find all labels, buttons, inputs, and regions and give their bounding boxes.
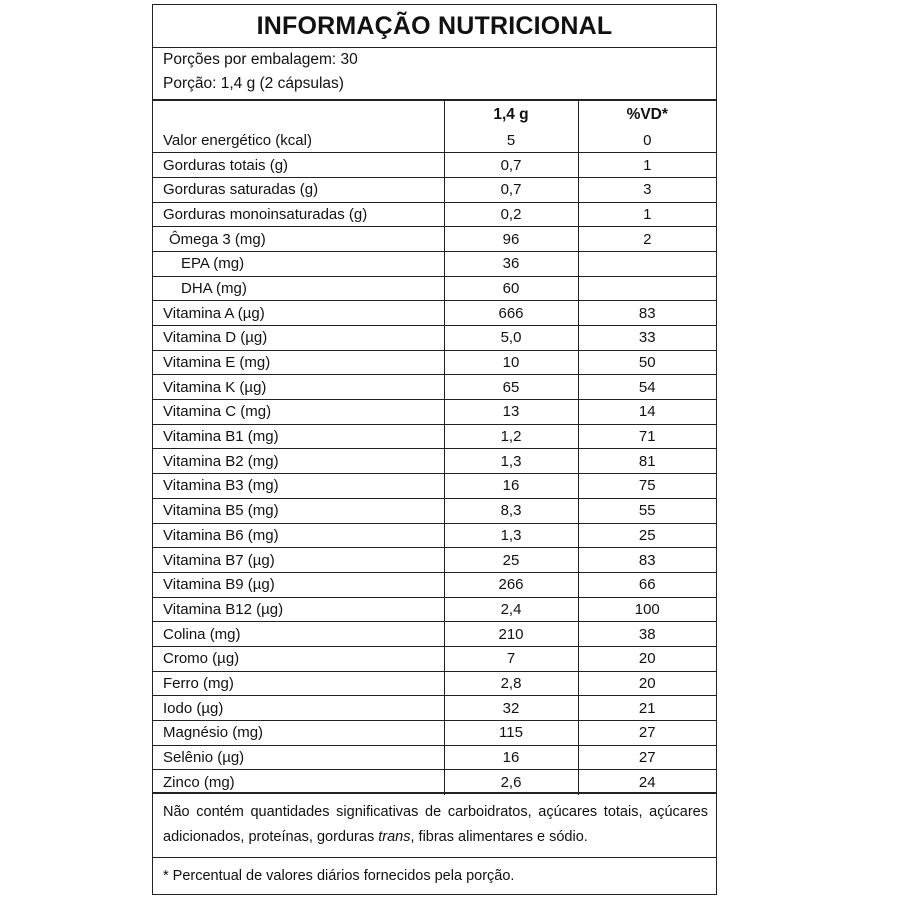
header-nutrient [153,101,444,128]
table-row [153,375,716,400]
table-row [153,770,716,795]
divider [153,792,716,794]
nutrient-amount: 210 [444,622,578,647]
table-row [153,622,716,647]
footnote: * Percentual de valores diários fornecidos pela porção. [163,868,515,884]
table-row [153,350,716,375]
table-row [153,128,716,153]
nutrient-name: Valor energético (kcal) [163,131,312,149]
nutrient-name: DHA (mg) [153,276,444,301]
nutrient-daily-value: 1 [578,153,716,178]
table-row [153,671,716,696]
label-title: INFORMAÇÃO NUTRICIONAL [153,5,716,48]
nutrient-daily-value: 1 [578,202,716,227]
table-row [153,696,716,721]
nutrient-amount: 2,4 [444,597,578,622]
nutrient-name: Vitamina E (mg) [153,350,444,375]
nutrient-amount: 36 [444,251,578,276]
nutrient-amount: 65 [444,375,578,400]
nutrient-amount: 0,7 [444,177,578,202]
nutrient-daily-value: 81 [578,449,716,474]
nutrient-amount: 60 [444,276,578,301]
nutrition-table [153,101,716,795]
nutrition-facts-label [152,4,717,895]
nutrient-name: Vitamina B6 (mg) [153,523,444,548]
table-row [153,424,716,449]
table-row [153,276,716,301]
nutrient-daily-value [578,251,716,276]
table-row [153,523,716,548]
nutrient-amount: 10 [444,350,578,375]
nutrient-name: Vitamina K (µg) [153,375,444,400]
nutrient-daily-value: 3 [578,177,716,202]
nutrient-name: Cromo (µg) [153,646,444,671]
nutrient-name: Vitamina D (µg) [153,326,444,351]
nutrient-amount: 5,0 [444,326,578,351]
nutrient-name: Gorduras totais (g) [153,153,444,178]
nutrient-name: Vitamina B12 (µg) [153,597,444,622]
nutrient-daily-value [578,276,716,301]
nutrient-name: Magnésio (mg) [153,721,444,746]
disclaimer-note [163,800,708,850]
nutrient-daily-value: 75 [578,474,716,499]
nutrient-amount: 1,2 [444,424,578,449]
nutrient-amount: 2,8 [444,671,578,696]
nutrient-daily-value: 100 [578,597,716,622]
note-text: Não contém quantidades significativas de carboidratos, açúcares totais, açúcares adicionados, proteínas, gorduras [163,804,708,845]
nutrient-amount: 266 [444,572,578,597]
nutrient-daily-value: 25 [578,523,716,548]
nutrient-daily-value: 14 [578,400,716,425]
nutrient-name: Iodo (µg) [153,696,444,721]
nutrient-daily-value: 83 [578,301,716,326]
table-row [153,449,716,474]
nutrient-daily-value: 20 [578,646,716,671]
table-row [153,646,716,671]
nutrient-amount: 13 [444,400,578,425]
nutrient-amount: 7 [444,646,578,671]
table-row [153,301,716,326]
table-row [153,400,716,425]
table-row [153,202,716,227]
nutrient-daily-value: 54 [578,375,716,400]
nutrient-amount: 115 [444,721,578,746]
nutrient-daily-value: 27 [578,721,716,746]
nutrient-daily-value: 24 [578,770,716,795]
nutrient-daily-value: 0 [578,128,716,153]
divider [153,857,716,858]
table-row [153,153,716,178]
nutrient-amount: 0,7 [444,153,578,178]
table-row [153,326,716,351]
nutrient-daily-value: 33 [578,326,716,351]
servings-per-package: Porções por embalagem: 30 [163,51,358,68]
table-header-row [153,101,716,128]
nutrient-amount: 5 [444,128,578,153]
nutrient-amount: 96 [444,227,578,252]
nutrient-name: Ômega 3 (mg) [153,227,444,252]
nutrient-name: Vitamina B9 (µg) [153,572,444,597]
serving-size: Porção: 1,4 g (2 cápsulas) [163,75,344,92]
nutrient-amount: 25 [444,548,578,573]
nutrient-name: Ferro (mg) [153,671,444,696]
nutrient-amount: 0,2 [444,202,578,227]
nutrient-daily-value: 66 [578,572,716,597]
nutrient-daily-value: 50 [578,350,716,375]
table-row [153,474,716,499]
nutrient-name: Vitamina A (µg) [153,301,444,326]
table-row [153,548,716,573]
nutrient-name: EPA (mg) [153,251,444,276]
nutrient-name: Gorduras monoinsaturadas (g) [153,202,444,227]
table-row [153,177,716,202]
table-row [153,498,716,523]
nutrient-amount: 16 [444,474,578,499]
header-amount: 1,4 g [444,101,578,128]
table-row [153,572,716,597]
nutrient-amount: 16 [444,745,578,770]
nutrient-amount: 1,3 [444,449,578,474]
table-row [153,227,716,252]
nutrient-name: Colina (mg) [153,622,444,647]
header-daily-value: %VD* [578,101,716,128]
nutrient-daily-value: 21 [578,696,716,721]
nutrient-name: Vitamina B7 (µg) [153,548,444,573]
table-row [153,597,716,622]
nutrient-name: Vitamina B3 (mg) [153,474,444,499]
nutrient-daily-value: 2 [578,227,716,252]
nutrient-amount: 32 [444,696,578,721]
nutrient-name: Vitamina B1 (mg) [153,424,444,449]
nutrient-daily-value: 83 [578,548,716,573]
table-row [153,745,716,770]
note-text-end: , fibras alimentares e sódio. [410,829,588,845]
nutrient-daily-value: 55 [578,498,716,523]
nutrient-amount: 666 [444,301,578,326]
nutrient-name: Gorduras saturadas (g) [153,177,444,202]
nutrient-daily-value: 38 [578,622,716,647]
nutrient-name: Vitamina C (mg) [153,400,444,425]
nutrient-amount: 1,3 [444,523,578,548]
nutrient-name: Selênio (µg) [153,745,444,770]
nutrient-daily-value: 71 [578,424,716,449]
nutrient-daily-value: 20 [578,671,716,696]
note-italic-trans: trans [378,829,411,845]
nutrient-amount: 8,3 [444,498,578,523]
nutrient-name: Zinco (mg) [153,770,444,795]
nutrient-amount: 2,6 [444,770,578,795]
nutrient-daily-value: 27 [578,745,716,770]
nutrient-name: Vitamina B2 (mg) [153,449,444,474]
table-row [153,251,716,276]
nutrient-name: Vitamina B5 (mg) [153,498,444,523]
table-row [153,721,716,746]
